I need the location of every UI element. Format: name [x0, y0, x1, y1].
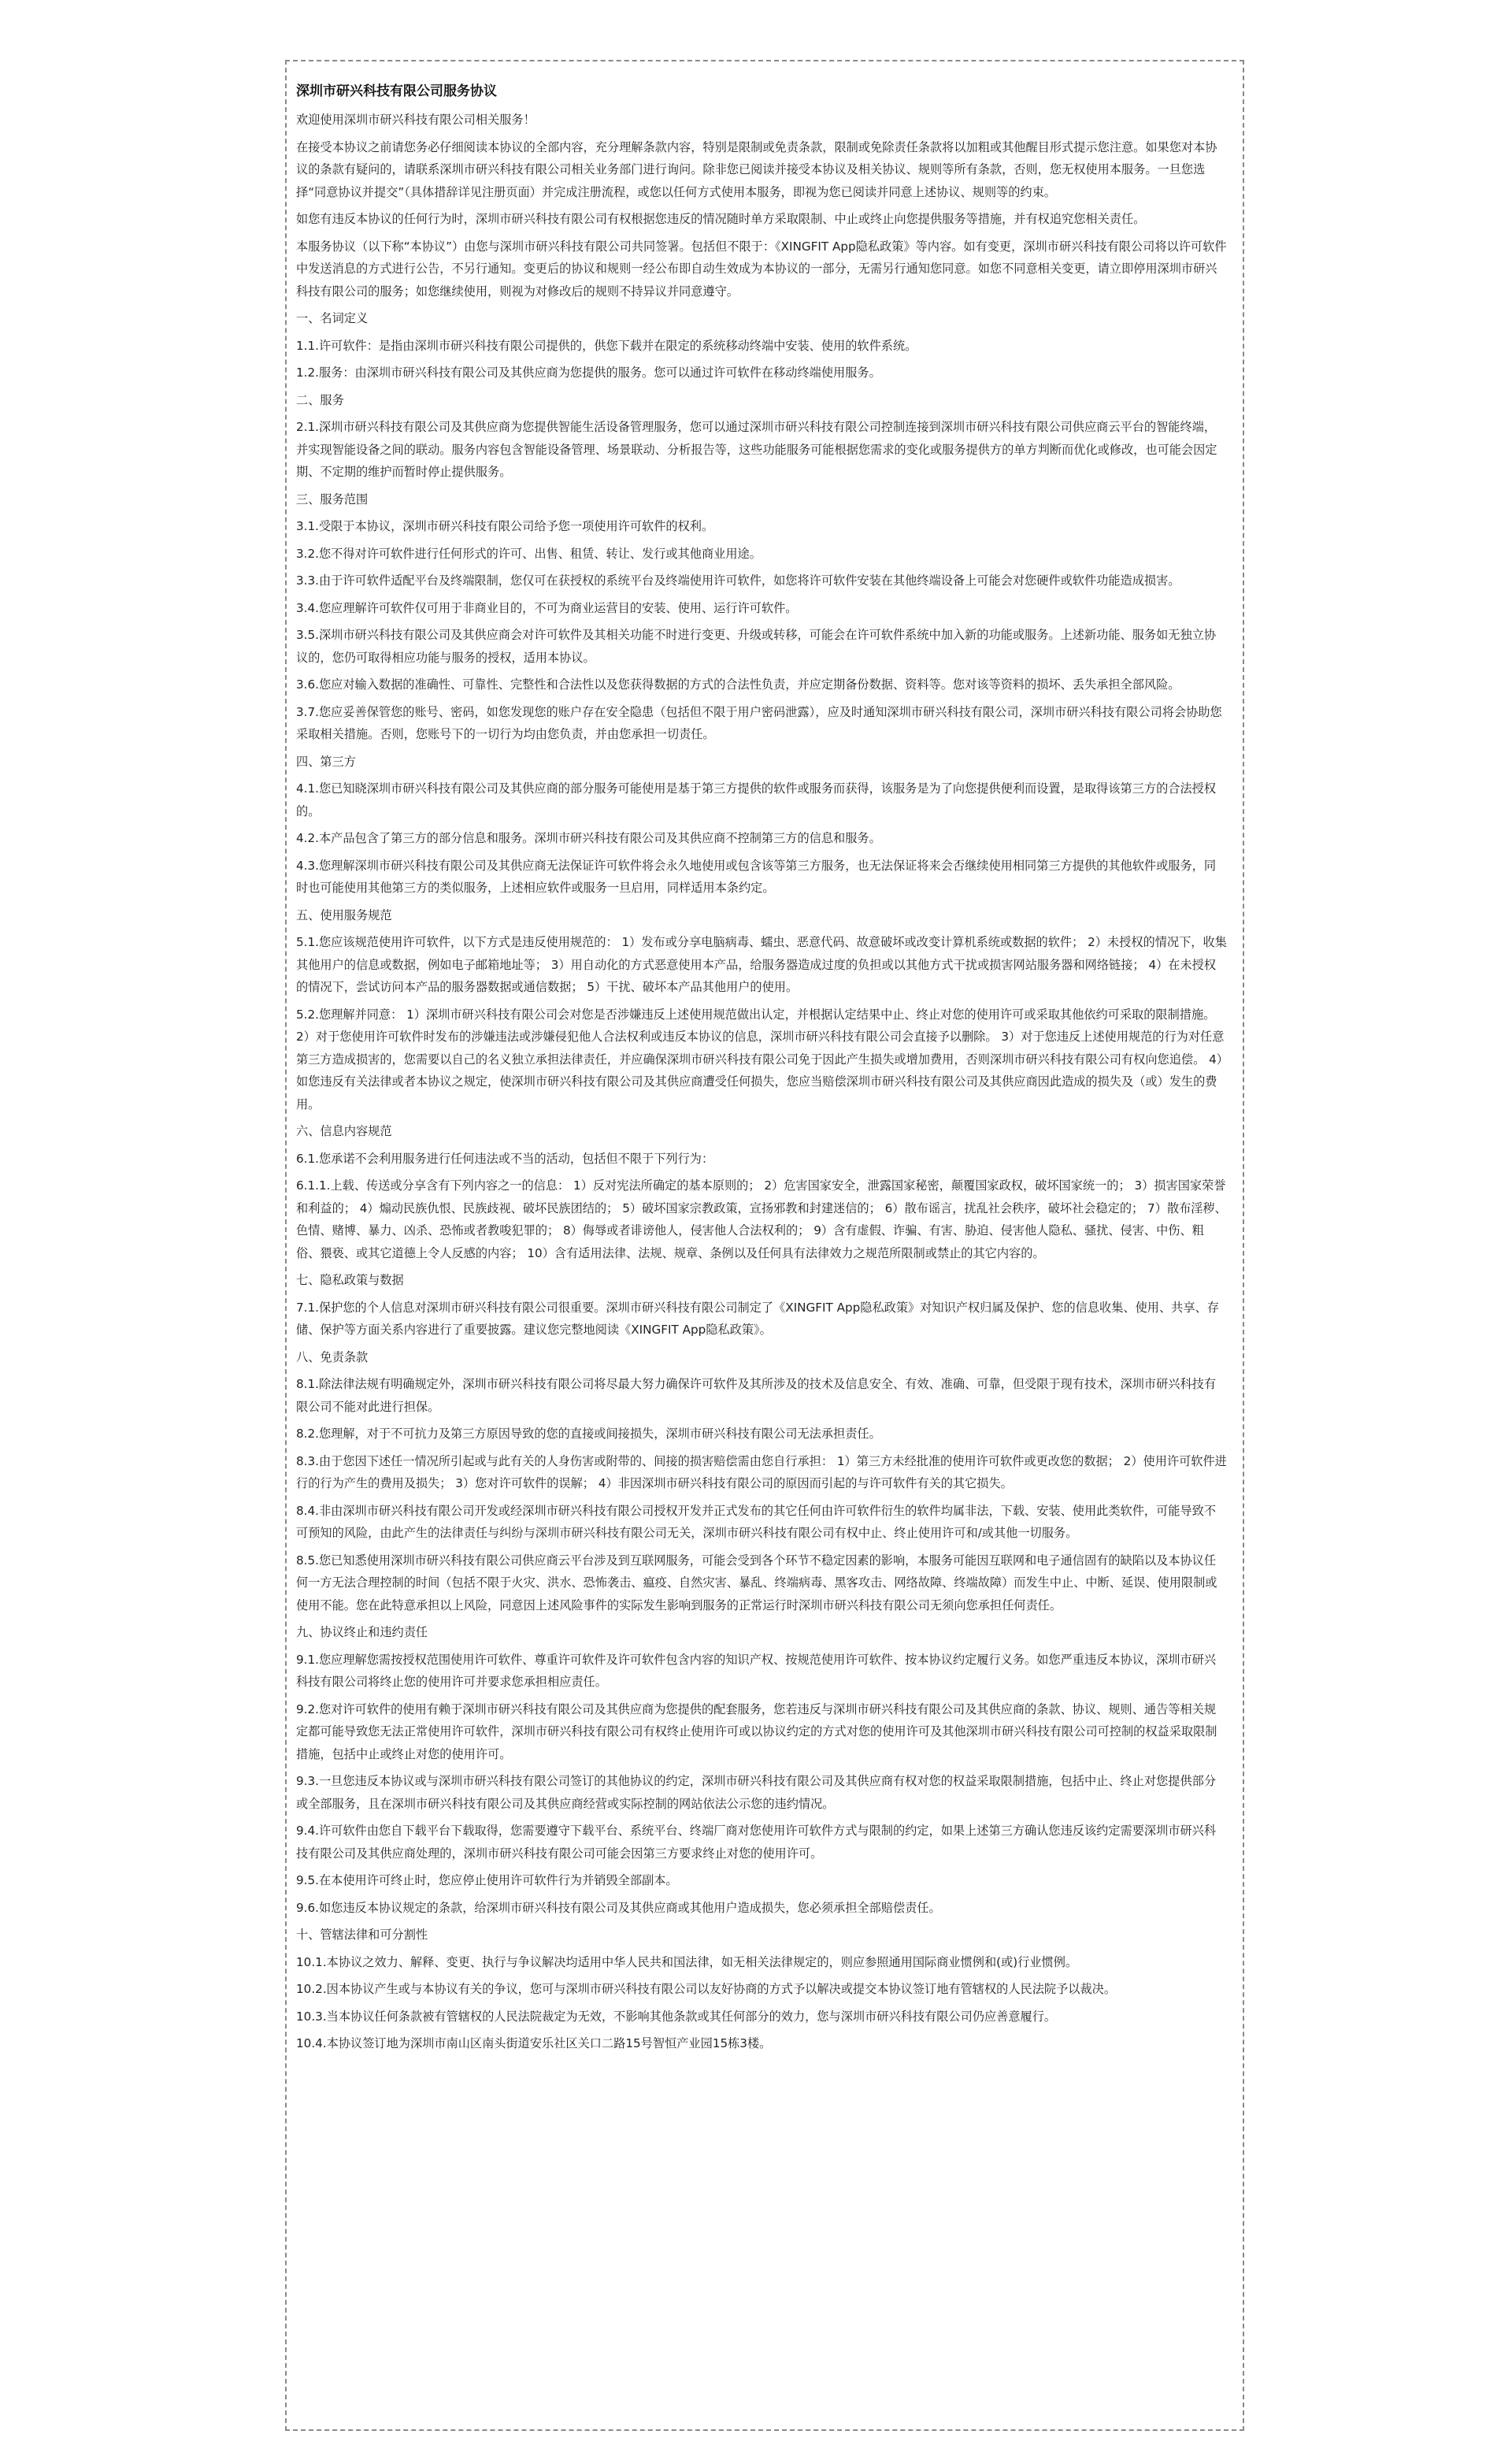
- agreement-paragraph: 6.1.1.上载、传送或分享含有下列内容之一的信息： 1）反对宪法所确定的基本原则的； 2）危害国家安全，泄露国家秘密，颠覆国家政权，破坏国家统一的； 3）损害国家荣誉和利益的； 4）煽动民族仇恨、民族歧视、破坏民族团结的； 5）破坏国家宗教政策，宣扬邪教和封建迷信的； 6）散布谣言，扰乱社会秩序，破坏社会稳定的； 7）散布淫秽、色情、赌博、暴力、凶杀、恐怖或者教唆犯罪的； 8）侮辱或者诽谤他人，侵害他人合法权利的； 9）含有虚假、诈骗、有害、胁迫、侵害他人隐私、骚扰、侵害、中伤、粗俗、猥亵、或其它道德上令人反感的内容； 10）含有适用法律、法规、规章、条例以及任何具有法律效力之规范所限制或禁止的其它内容的。: [296, 1178, 1227, 1260]
- agreement-paragraph: 如您有违反本协议的任何行为时，深圳市研兴科技有限公司有权根据您违反的情况随时单方采取限制、中止或终止向您提供服务等措施，并有权追究您相关责任。: [296, 212, 1146, 226]
- agreement-paragraph: 3.4.您应理解许可软件仅可用于非商业目的，不可为商业运营目的安装、使用、运行许可软件。: [296, 600, 798, 615]
- agreement-paragraph: 2.1.深圳市研兴科技有限公司及其供应商为您提供智能生活设备管理服务，您可以通过深圳市研兴科技有限公司控制连接到深圳市研兴科技有限公司供应商云平台的智能终端，并实现智能设备之间的联动。服务内容包含智能设备管理、场景联动、分析报告等，这些功能服务可能根据您需求的变化或服务提供方的单方判断而优化或修改，也可能会因定期、不定期的维护而暂时停止提供服务。: [296, 420, 1217, 479]
- agreement-paragraph: 8.4.非由深圳市研兴科技有限公司开发或经深圳市研兴科技有限公司授权开发并正式发布的其它任何由许可软件衍生的软件均属非法，下载、安装、使用此类软件，可能导致不可预知的风险，由此产生的法律责任与纠纷与深圳市研兴科技有限公司无关，深圳市研兴科技有限公司有权中止、终止使用许可和/或其他一切服务。: [296, 1503, 1217, 1540]
- agreement-paragraph: 9.1.您应理解您需按授权范围使用许可软件、尊重许可软件及许可软件包含内容的知识产权、按规范使用许可软件、按本协议约定履行义务。如您严重违反本协议，深圳市研兴科技有限公司将终止您的使用许可并要求您承担相应责任。: [296, 1652, 1217, 1689]
- agreement-paragraph: 5.2.您理解并同意： 1）深圳市研兴科技有限公司会对您是否涉嫌违反上述使用规范做出认定，并根据认定结果中止、终止对您的使用许可或采取其他依约可采取的限制措施。 2）对于您使用许可软件时发布的涉嫌违法或涉嫌侵犯他人合法权利或违反本协议的信息，深圳市研兴科技有限公司会直接予以删除。 3）对于您违反上述使用规范的行为对任意第三方造成损害的，您需要以自己的名义独立承担法律责任，并应确保深圳市研兴科技有限公司免于因此产生损失或增加费用，否则深圳市研兴科技有限公司有权向您追偿。 4）如您违反有关法律或者本协议之规定，使深圳市研兴科技有限公司及其供应商遭受任何损失，您应当赔偿深圳市研兴科技有限公司及其供应商因此造成的损失及（或）发生的费用。: [296, 1007, 1225, 1111]
- agreement-paragraph: 七、隐私政策与数据: [296, 1273, 404, 1287]
- agreement-paragraph: 二、服务: [296, 392, 344, 407]
- agreement-paragraph: 5.1.您应该规范使用许可软件，以下方式是违反使用规范的： 1）发布或分享电脑病毒、蠕虫、恶意代码、故意破坏或改变计算机系统或数据的软件； 2）未授权的情况下，收集其他用户的信息或数据，例如电子邮箱地址等； 3）用自动化的方式恶意使用本产品，给服务器造成过度的负担或以其他方式干扰或损害网站服务器和网络链接； 4）在未授权的情况下，尝试访问本产品的服务器数据或通信数据； 5）干扰、破坏本产品其他用户的使用。: [296, 935, 1227, 994]
- agreement-paragraph: 十、管辖法律和可分割性: [296, 1928, 428, 1942]
- agreement-paragraph: 8.5.您已知悉使用深圳市研兴科技有限公司供应商云平台涉及到互联网服务，可能会受到各个环节不稳定因素的影响，本服务可能因互联网和电子通信固有的缺陷以及本协议任何一方无法合理控制的时间（包括不限于火灾、洪水、恐怖袭击、瘟疫、自然灾害、暴乱、终端病毒、黑客攻击、网络故障、终端故障）而发生中止、中断、延误、使用限制或使用不能。您在此特意承担以上风险，同意因上述风险事件的实际发生影响到服务的正常运行时深圳市研兴科技有限公司无须向您承担任何责任。: [296, 1553, 1217, 1612]
- agreement-paragraph: 8.3.由于您因下述任一情况所引起或与此有关的人身伤害或附带的、间接的损害赔偿需由您自行承担： 1）第三方未经批准的使用许可软件或更改您的数据； 2）使用许可软件进行的行为产生的费用及损失； 3）您对许可软件的误解； 4）非因深圳市研兴科技有限公司的原因而引起的与许可软件有关的其它损失。: [296, 1453, 1227, 1490]
- agreement-paragraph: 在接受本协议之前请您务必仔细阅读本协议的全部内容，充分理解条款内容，特别是限制或免责条款，限制或免除责任条款将以加粗或其他醒目形式提示您注意。如果您对本协议的条款有疑问的，请联系深圳市研兴科技有限公司相关业务部门进行询问。除非您已阅读并接受本协议及相关协议、规则等所有条款，否则，您无权使用本服务。一旦您选择“同意协议并提交”（具体措辞详见注册页面）并完成注册流程，或您以任何方式使用本服务，即视为您已阅读并同意上述协议、规则等的约束。: [296, 139, 1217, 199]
- agreement-paragraph: 10.4.本协议签订地为深圳市南山区南头街道安乐社区关口二路15号智恒产业园15栋3楼。: [296, 2036, 772, 2050]
- agreement-paragraph: 八、免责条款: [296, 1349, 369, 1364]
- agreement-document: [285, 60, 1244, 2431]
- agreement-paragraph: 1.1.许可软件：是指由深圳市研兴科技有限公司提供的，供您下载并在限定的系统移动终端中安装、使用的软件系统。: [296, 338, 917, 353]
- agreement-paragraph: 四、第三方: [296, 754, 356, 769]
- agreement-paragraph: 8.1.除法律法规有明确规定外，深圳市研兴科技有限公司将尽最大努力确保许可软件及其所涉及的技术及信息安全、有效、准确、可靠，但受限于现有技术，深圳市研兴科技有限公司不能对此进行担保。: [296, 1377, 1217, 1414]
- agreement-paragraph: 4.2.本产品包含了第三方的部分信息和服务。深圳市研兴科技有限公司及其供应商不控制第三方的信息和服务。: [296, 831, 881, 845]
- agreement-paragraph: 8.2.您理解，对于不可抗力及第三方原因导致的您的直接或间接损失，深圳市研兴科技有限公司无法承担责任。: [296, 1427, 881, 1441]
- agreement-paragraph: 1.2.服务：由深圳市研兴科技有限公司及其供应商为您提供的服务。您可以通过许可软件在移动终端使用服务。: [296, 366, 881, 380]
- agreement-paragraph: 一、名词定义: [296, 311, 369, 325]
- agreement-paragraph: 9.4.许可软件由您自下载平台下载取得，您需要遵守下载平台、系统平台、终端厂商对您使用许可软件方式与限制的约定，如果上述第三方确认您违反该约定需要深圳市研兴科技有限公司及其供应商处理的，深圳市研兴科技有限公司可能会因第三方要求终止对您的使用许可。: [296, 1824, 1217, 1861]
- agreement-paragraph: 10.1.本协议之效力、解释、变更、执行与争议解决均适用中华人民共和国法律，如无相关法律规定的，则应参照通用国际商业惯例和(或)行业惯例。: [296, 1954, 1078, 1969]
- agreement-paragraph: 10.2.因本协议产生或与本协议有关的争议，您可与深圳市研兴科技有限公司以友好协商的方式予以解决或提交本协议签订地有管辖权的人民法院予以裁决。: [296, 1982, 1117, 1996]
- agreement-paragraph: 3.1.受限于本协议，深圳市研兴科技有限公司给予您一项使用许可软件的权利。: [296, 519, 714, 533]
- agreement-paragraph: 9.5.在本使用许可终止时，您应停止使用许可软件行为并销毁全部副本。: [296, 1873, 678, 1887]
- agreement-paragraph: 三、服务范围: [296, 492, 369, 507]
- agreement-paragraph: 3.3.由于许可软件适配平台及终端限制，您仅可在获授权的系统平台及终端使用许可软件，如您将许可软件安装在其他终端设备上可能会对您硬件或软件功能造成损害。: [296, 573, 1180, 588]
- agreement-paragraph: 4.3.您理解深圳市研兴科技有限公司及其供应商无法保证许可软件将会永久地使用或包含该等第三方服务，也无法保证将来会否继续使用相同第三方提供的其他软件或服务，同时也可能使用其他第三方的类似服务，上述相应软件或服务一旦启用，同样适用本条约定。: [296, 858, 1217, 895]
- agreement-body: [296, 109, 1227, 2055]
- agreement-paragraph: 6.1.您承诺不会利用服务进行任何违法或不当的活动，包括但不限于下列行为：: [296, 1151, 714, 1166]
- agreement-paragraph: 9.6.如您违反本协议规定的条款，给深圳市研兴科技有限公司及其供应商或其他用户造成损失，您必须承担全部赔偿责任。: [296, 1900, 941, 1915]
- agreement-paragraph: 10.3.当本协议任何条款被有管辖权的人民法院裁定为无效，不影响其他条款或其任何部分的效力，您与深圳市研兴科技有限公司仍应善意履行。: [296, 2009, 1057, 2024]
- agreement-paragraph: 9.2.您对许可软件的使用有赖于深圳市研兴科技有限公司及其供应商为您提供的配套服务，您若违反与深圳市研兴科技有限公司及其供应商的条款、协议、规则、通告等相关规定都可能导致您无法正常使用许可软件，深圳市研兴科技有限公司有权终止使用许可或以协议约定的方式对您的使用许可及其他深圳市研兴科技有限公司可控制的权益采取限制措施，包括中止或终止对您的使用许可。: [296, 1701, 1217, 1761]
- agreement-paragraph: 3.7.您应妥善保管您的账号、密码，如您发现您的账户存在安全隐患（包括但不限于用户密码泄露），应及时通知深圳市研兴科技有限公司，深圳市研兴科技有限公司将会协助您采取相关措施。否则，您账号下的一切行为均由您负责，并由您承担一切责任。: [296, 704, 1222, 741]
- agreement-paragraph: 3.5.深圳市研兴科技有限公司及其供应商会对许可软件及其相关功能不时进行变更、升级或转移，可能会在许可软件系统中加入新的功能或服务。上述新功能、服务如无独立协议的，您仍可取得相应功能与服务的授权，适用本协议。: [296, 628, 1217, 665]
- agreement-paragraph: 五、使用服务规范: [296, 907, 392, 922]
- agreement-paragraph: 六、信息内容规范: [296, 1124, 392, 1138]
- agreement-paragraph: 9.3.一旦您违反本协议或与深圳市研兴科技有限公司签订的其他协议的约定，深圳市研兴科技有限公司及其供应商有权对您的权益采取限制措施，包括中止、终止对您提供部分或全部服务，且在深圳市研兴科技有限公司及其供应商经营或实际控制的网站依法公示您的违约情况。: [296, 1774, 1217, 1811]
- agreement-paragraph: 九、协议终止和违约责任: [296, 1625, 428, 1639]
- agreement-paragraph: 欢迎使用深圳市研兴科技有限公司相关服务！: [296, 113, 536, 127]
- agreement-paragraph: 3.6.您应对输入数据的准确性、可靠性、完整性和合法性以及您获得数据的方式的合法性负责，并应定期备份数据、资料等。您对该等资料的损坏、丢失承担全部风险。: [296, 677, 1180, 692]
- page-title: 深圳市研兴科技有限公司服务协议: [296, 83, 497, 99]
- agreement-paragraph: 4.1.您已知晓深圳市研兴科技有限公司及其供应商的部分服务可能使用是基于第三方提供的软件或服务而获得，该服务是为了向您提供便利而设置，是取得该第三方的合法授权的。: [296, 781, 1217, 818]
- agreement-paragraph: 7.1.保护您的个人信息对深圳市研兴科技有限公司很重要。深圳市研兴科技有限公司制定了《XINGFIT App隐私政策》对知识产权归属及保护、您的信息收集、使用、共享、存储、保护等方面关系内容进行了重要披露。建议您完整地阅读《XINGFIT App隐私政策》。: [296, 1300, 1219, 1337]
- agreement-paragraph: 本服务协议（以下称“本协议”）由您与深圳市研兴科技有限公司共同签署。包括但不限于：《XINGFIT App隐私政策》等内容。如有变更，深圳市研兴科技有限公司将以许可软件中发送消息的方式进行公告，不另行通知。变更后的协议和规则一经公布即自动生效成为本协议的一部分，无需另行通知您同意。如您不同意相关变更，请立即停用深圳市研兴科技有限公司的服务；如您继续使用，则视为对修改后的规则不持异议并同意遵守。: [296, 239, 1227, 299]
- agreement-paragraph: 3.2.您不得对许可软件进行任何形式的许可、出售、租赁、转让、发行或其他商业用途。: [296, 546, 762, 561]
